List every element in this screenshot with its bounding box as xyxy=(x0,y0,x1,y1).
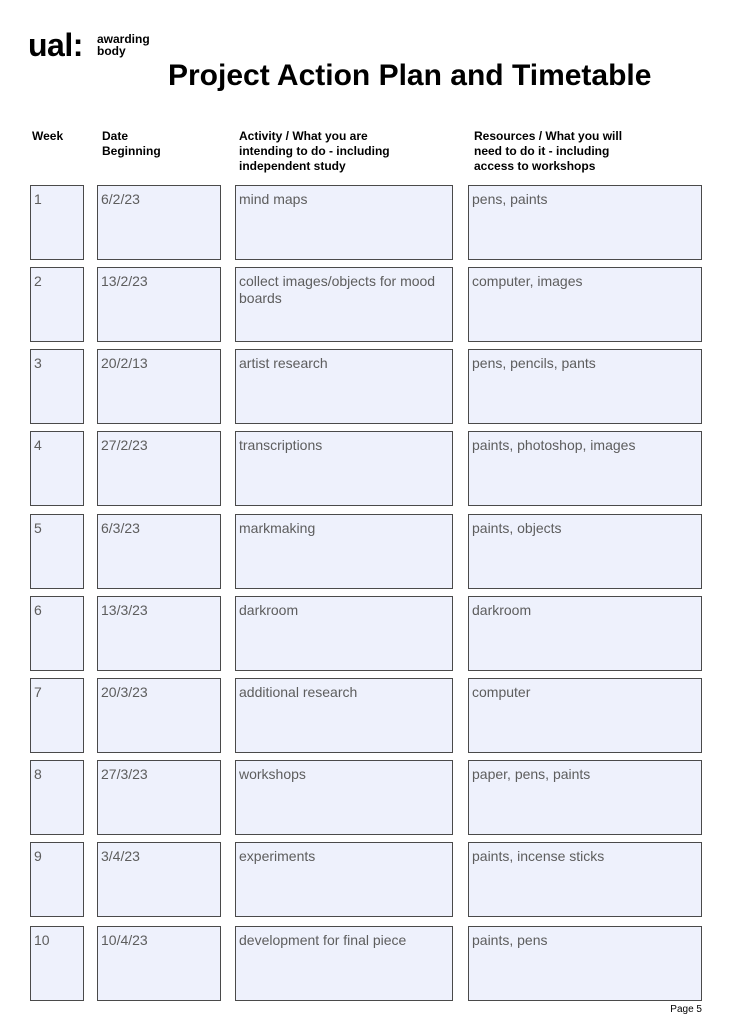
date-field[interactable]: 6/2/23 xyxy=(97,185,221,260)
header-activity: Activity / What you are intending to do - including independent study xyxy=(239,129,390,173)
date-field[interactable]: 13/2/23 xyxy=(97,267,221,342)
week-cell: 2 xyxy=(30,267,84,342)
week-cell: 3 xyxy=(30,349,84,424)
resources-field[interactable]: paints, incense sticks xyxy=(468,842,702,917)
resources-field[interactable]: paints, objects xyxy=(468,514,702,589)
activity-field[interactable]: development for final piece xyxy=(235,926,453,1001)
resources-field[interactable]: paints, photoshop, images xyxy=(468,431,702,506)
header-resources: Resources / What you will need to do it - including access to workshops xyxy=(474,129,623,173)
logo-wordmark: ual: xyxy=(28,27,83,63)
activity-field[interactable]: darkroom xyxy=(235,596,453,671)
week-cell: 9 xyxy=(30,842,84,917)
logo-subtitle-line2: body xyxy=(97,44,126,58)
week-cell: 6 xyxy=(30,596,84,671)
week-cell: 5 xyxy=(30,514,84,589)
activity-field[interactable]: workshops xyxy=(235,760,453,835)
date-field[interactable]: 27/2/23 xyxy=(97,431,221,506)
activity-field[interactable]: additional research xyxy=(235,678,453,753)
header-date: Date Beginning xyxy=(102,129,161,158)
header-week: Week xyxy=(32,129,64,143)
resources-field[interactable]: pens, paints xyxy=(468,185,702,260)
date-field[interactable]: 3/4/23 xyxy=(97,842,221,917)
page-number: Page 5 xyxy=(670,1004,702,1015)
activity-field[interactable]: artist research xyxy=(235,349,453,424)
logo-subtitle xyxy=(97,33,150,57)
date-field[interactable]: 20/2/13 xyxy=(97,349,221,424)
date-field[interactable]: 20/3/23 xyxy=(97,678,221,753)
activity-field[interactable]: experiments xyxy=(235,842,453,917)
resources-field[interactable]: computer, images xyxy=(468,267,702,342)
resources-field[interactable]: paper, pens, paints xyxy=(468,760,702,835)
resources-field[interactable]: computer xyxy=(468,678,702,753)
week-cell: 4 xyxy=(30,431,84,506)
activity-field[interactable]: markmaking xyxy=(235,514,453,589)
page-title: Project Action Plan and Timetable xyxy=(168,59,652,92)
resources-field[interactable]: paints, pens xyxy=(468,926,702,1001)
activity-field[interactable]: transcriptions xyxy=(235,431,453,506)
week-cell: 1 xyxy=(30,185,84,260)
logo-subtitle-line1: awarding xyxy=(97,32,150,46)
week-cell: 7 xyxy=(30,678,84,753)
date-field[interactable]: 10/4/23 xyxy=(97,926,221,1001)
week-cell: 8 xyxy=(30,760,84,835)
resources-field[interactable]: pens, pencils, pants xyxy=(468,349,702,424)
activity-field[interactable]: mind maps xyxy=(235,185,453,260)
date-field[interactable]: 13/3/23 xyxy=(97,596,221,671)
activity-field[interactable]: collect images/objects for mood boards xyxy=(235,267,453,342)
date-field[interactable]: 27/3/23 xyxy=(97,760,221,835)
date-field[interactable]: 6/3/23 xyxy=(97,514,221,589)
resources-field[interactable]: darkroom xyxy=(468,596,702,671)
week-cell: 10 xyxy=(30,926,84,1001)
